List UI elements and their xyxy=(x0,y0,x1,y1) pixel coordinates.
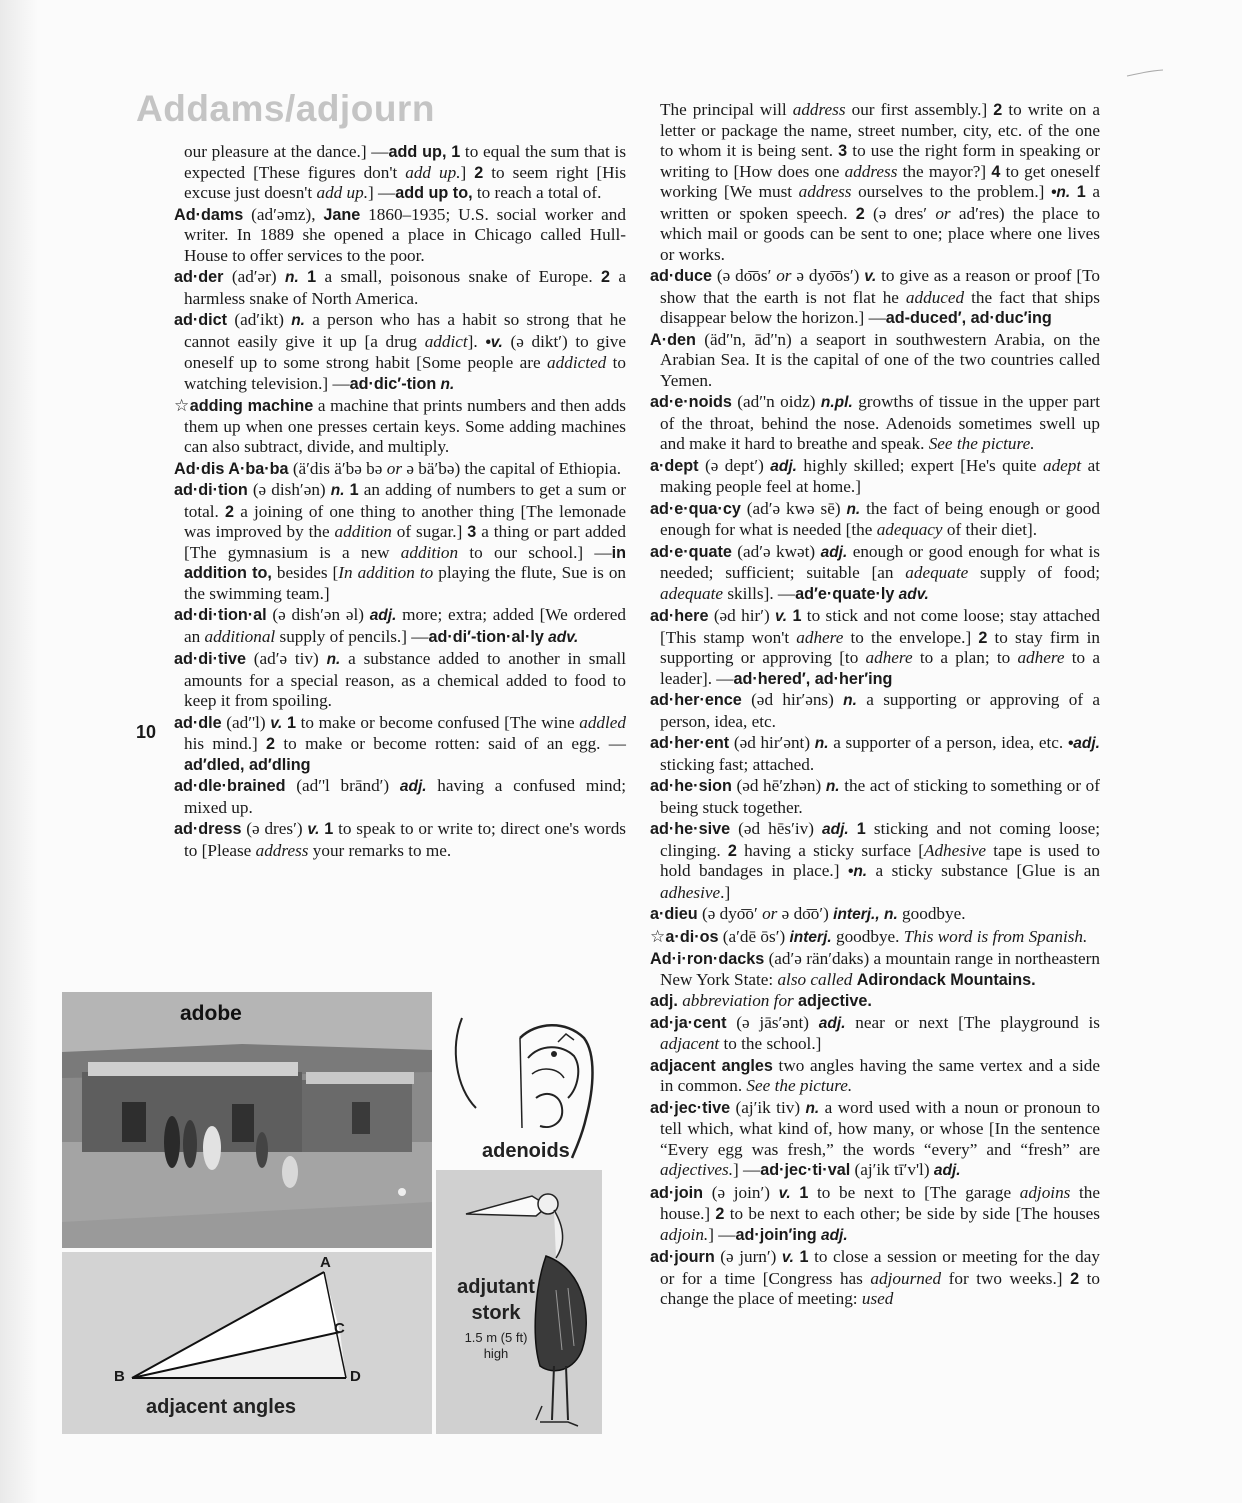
dictionary-entry: ad·dress (ə dres′) v. 1 to speak to or write to; direct one's words to [Please address your remarks to me. xyxy=(174,819,626,860)
running-head: Addams/adjourn xyxy=(136,88,435,129)
dictionary-entry: ad·dict (ad′ikt) n. a person who has a habit so strong that he cannot easily give it up [a drug addict]. •v. (ə dikt′) to give oneself up to some strong habit [Some people are addicted to watching television.] —ad·dic′-tion n. xyxy=(174,310,626,393)
stork-caption xyxy=(452,1274,540,1326)
page-number: 10 xyxy=(136,722,157,742)
dictionary-entry: ad·di·tive (ad′ə tiv) n. a substance added to another in small amounts for a special reason, as a chemical added to food to keep it from spoiling. xyxy=(174,649,627,710)
dictionary-entry: ad·dle (ad′'l) v. 1 to make or become confused [The wine addled his mind.] 2 to make or become rotten: said of an egg. —ad′dled, ad′dling xyxy=(174,712,627,774)
stork-size-line2: high xyxy=(483,1346,509,1361)
dictionary-entry: ad·dle·brained (ad′'l brānd′) adj. having a confused mind; mixed up. xyxy=(174,776,626,817)
dictionary-entry: A·den (äd′'n, ād′'n) a seaport in southwestern Arabia, on the Arabian Sea. It is the capital of one of the two countries called Yemen. xyxy=(650,329,1100,390)
stork-size xyxy=(452,1330,540,1362)
dictionary-entry: ad·her·ence (əd hir′əns) n. a supporting or approving of a person, idea, etc. xyxy=(650,690,1100,731)
angles-caption: adjacent angles xyxy=(146,1396,297,1418)
stork-caption-line2: stork xyxy=(471,1302,521,1324)
dictionary-entry: ad·di·tion (ə dish′ən) n. 1 an adding of numbers to get a sum or total. 2 a joining of one thing to another thing [The lemonade was improved by the addition of sugar.] 3 a thing or part added [The gymnasium is a new addition to our school.] —in addition to, besides [In addition to playing the flute, Sue is on the swimming team.] xyxy=(174,480,627,603)
dictionary-entry: ad·he·sive (əd hēs′iv) adj. 1 sticking and not coming loose; clinging. 2 having a sticky surface [Adhesive tape is used to hold bandages in place.] •n. a sticky substance [Glue is an adhesive.] xyxy=(650,819,1101,902)
dictionary-entry: ☆a·di·os (a′dē ōs′) interj. goodbye. This word is from Spanish. xyxy=(650,926,1088,946)
dictionary-entry: ad·here (əd hir′) v. 1 to stick and not come loose; stay attached [This stamp won't adhere to the envelope.] 2 to stay firm in supporting or approving [to adhere to a plan; to adhere to a leader]. —ad·hered′, ad·her′ing xyxy=(650,606,1101,688)
figures-panel xyxy=(62,992,602,1440)
dictionary-entry: a·dept (ə dept′) adj. highly skilled; expert [He's quite adept at making people feel at home.] xyxy=(650,455,1100,496)
dictionary-entry: ad·journ (ə jurn′) v. 1 to close a session or meeting for the day or for a time [Congress has adjourned for two weeks.] 2 to change the place of meeting: used xyxy=(650,1247,1100,1308)
dictionary-entry: ad·duce (ə do͞os′ or ə dyo͞os′) v. to give as a reason or proof [To show that the earth is not flat he adduced the fact that ships disappear below the horizon.] —ad-duced′, ad·duc′ing xyxy=(650,266,1100,327)
dictionary-entry: Ad·dams (ad′əmz), Jane 1860–1935; U.S. social worker and writer. In 1889 she opened a place in Chicago called Hull-House to offer services to the poor. xyxy=(174,204,626,265)
dictionary-entry: ad·her·ent (əd hir′ənt) n. a supporter of a person, idea, etc. •adj. sticking fast; attached. xyxy=(650,733,1100,774)
dictionary-entry: adj. abbreviation for adjective. xyxy=(650,991,872,1010)
dictionary-entry: ad·di·tion·al (ə dish′ən əl) adj. more; extra; added [We ordered an additional supply of pencils.] —ad·di′-tion·al·ly adv. xyxy=(174,605,626,646)
stork-caption-line1: adjutant xyxy=(457,1276,535,1298)
dictionary-entry: Ad·i·ron·dacks (ad′ə rän′daks) a mountain range in northeastern New York State: also called Adirondack Mountains. xyxy=(650,949,1100,989)
dictionary-entry: ad·jec·tive (aj′ik tiv) n. a word used with a noun or pronoun to tell which, what kind of, how many, or whose [In the sentence “Every egg was fresh,” the words “every” and “fresh” are adjectives.] —ad·jec·ti·val (aj′ik tī′v'l) adj. xyxy=(650,1097,1101,1179)
angle-point-b: B xyxy=(114,1368,125,1385)
dictionary-entry: ad·join (ə join′) v. 1 to be next to [The garage adjoins the house.] 2 to be next to each other; be side by side [The houses adjoin.] —ad·join′ing adj. xyxy=(650,1182,1101,1244)
dictionary-entry: ad·e·noids (ad′'n oidz) n.pl. growths of tissue in the upper part of the throat, behind the nose. Adenoids sometimes swell up and make it hard to breathe and speak. See the picture. xyxy=(650,392,1100,453)
entry-continuation: our pleasure at the dance.] —add up, 1 to equal the sum that is expected [These figures don't add up.] 2 to seem right [His excuse just doesn't add up.] —add up to, to reach a total of. xyxy=(184,142,627,202)
entry-continuation: The principal will address our first assembly.] 2 to write on a letter or package the name, street number, city, etc. of the one to whom it is being sent. 3 to use the right form in speaking or writing to [How does one address the mayor?] 4 to get oneself working [We must address ourselves to the problem.] •n. 1 a written or spoken speech. 2 (ə dres′ or ad′res) the place to which mail or goods can be sent to one; place where one lives or works. xyxy=(660,100,1101,264)
angle-point-a: A xyxy=(320,1254,331,1271)
dictionary-entry: Ad·dis A·ba·ba (ä′dis ä′bə bə or ə bä′bə) the capital of Ethiopia. xyxy=(174,458,622,478)
adjacent-angles-diagram xyxy=(62,1252,432,1434)
adjutant-stork-drawing xyxy=(436,1170,602,1434)
dictionary-entry: adjacent angles two angles having the same vertex and a side in common. See the picture. xyxy=(650,1055,1100,1095)
adenoids-caption: adenoids xyxy=(482,1140,570,1162)
dictionary-entry: ad·e·qua·cy (ad′ə kwə sē) n. the fact of being enough or good enough for what is needed [the adequacy of their diet]. xyxy=(650,498,1100,539)
page-edge-shadow xyxy=(0,0,38,1503)
dictionary-entry: ad·e·quate (ad′ə kwət) adj. enough or good enough for what is needed; sufficient; suitable [an adequate supply of food; adequate skills]. —ad′e·quate·ly adv. xyxy=(650,541,1101,603)
angle-point-d: D xyxy=(350,1368,361,1385)
dictionary-entry: ad·ja·cent (ə jās′ənt) adj. near or next [The playground is adjacent to the school.] xyxy=(650,1012,1100,1053)
adobe-illustration xyxy=(62,992,432,1248)
stork-size-line1: 1.5 m (5 ft) xyxy=(464,1330,528,1345)
dictionary-entry: ad·he·sion (əd hē′zhən) n. the act of sticking to something or of being stuck together. xyxy=(650,776,1100,817)
pencil-mark xyxy=(1125,68,1165,78)
adenoids-drawing xyxy=(436,998,602,1166)
adobe-caption: adobe xyxy=(180,1002,242,1025)
right-column xyxy=(650,100,1100,1311)
dictionary-entry: a·dieu (ə dyo͞o′ or ə do͞o′) interj., n. goodbye. xyxy=(650,904,966,923)
left-column xyxy=(174,142,626,862)
dictionary-entry: ad·der (ad′ər) n. 1 a small, poisonous snake of Europe. 2 a harmless snake of North America. xyxy=(174,267,626,308)
adobe-photo xyxy=(62,992,432,1248)
angle-point-c: C xyxy=(334,1320,345,1337)
dictionary-entry: ☆adding machine a machine that prints numbers and then adds them up when one presses certain keys. Some adding machines can also subtract, divide, and multiply. xyxy=(174,396,626,456)
